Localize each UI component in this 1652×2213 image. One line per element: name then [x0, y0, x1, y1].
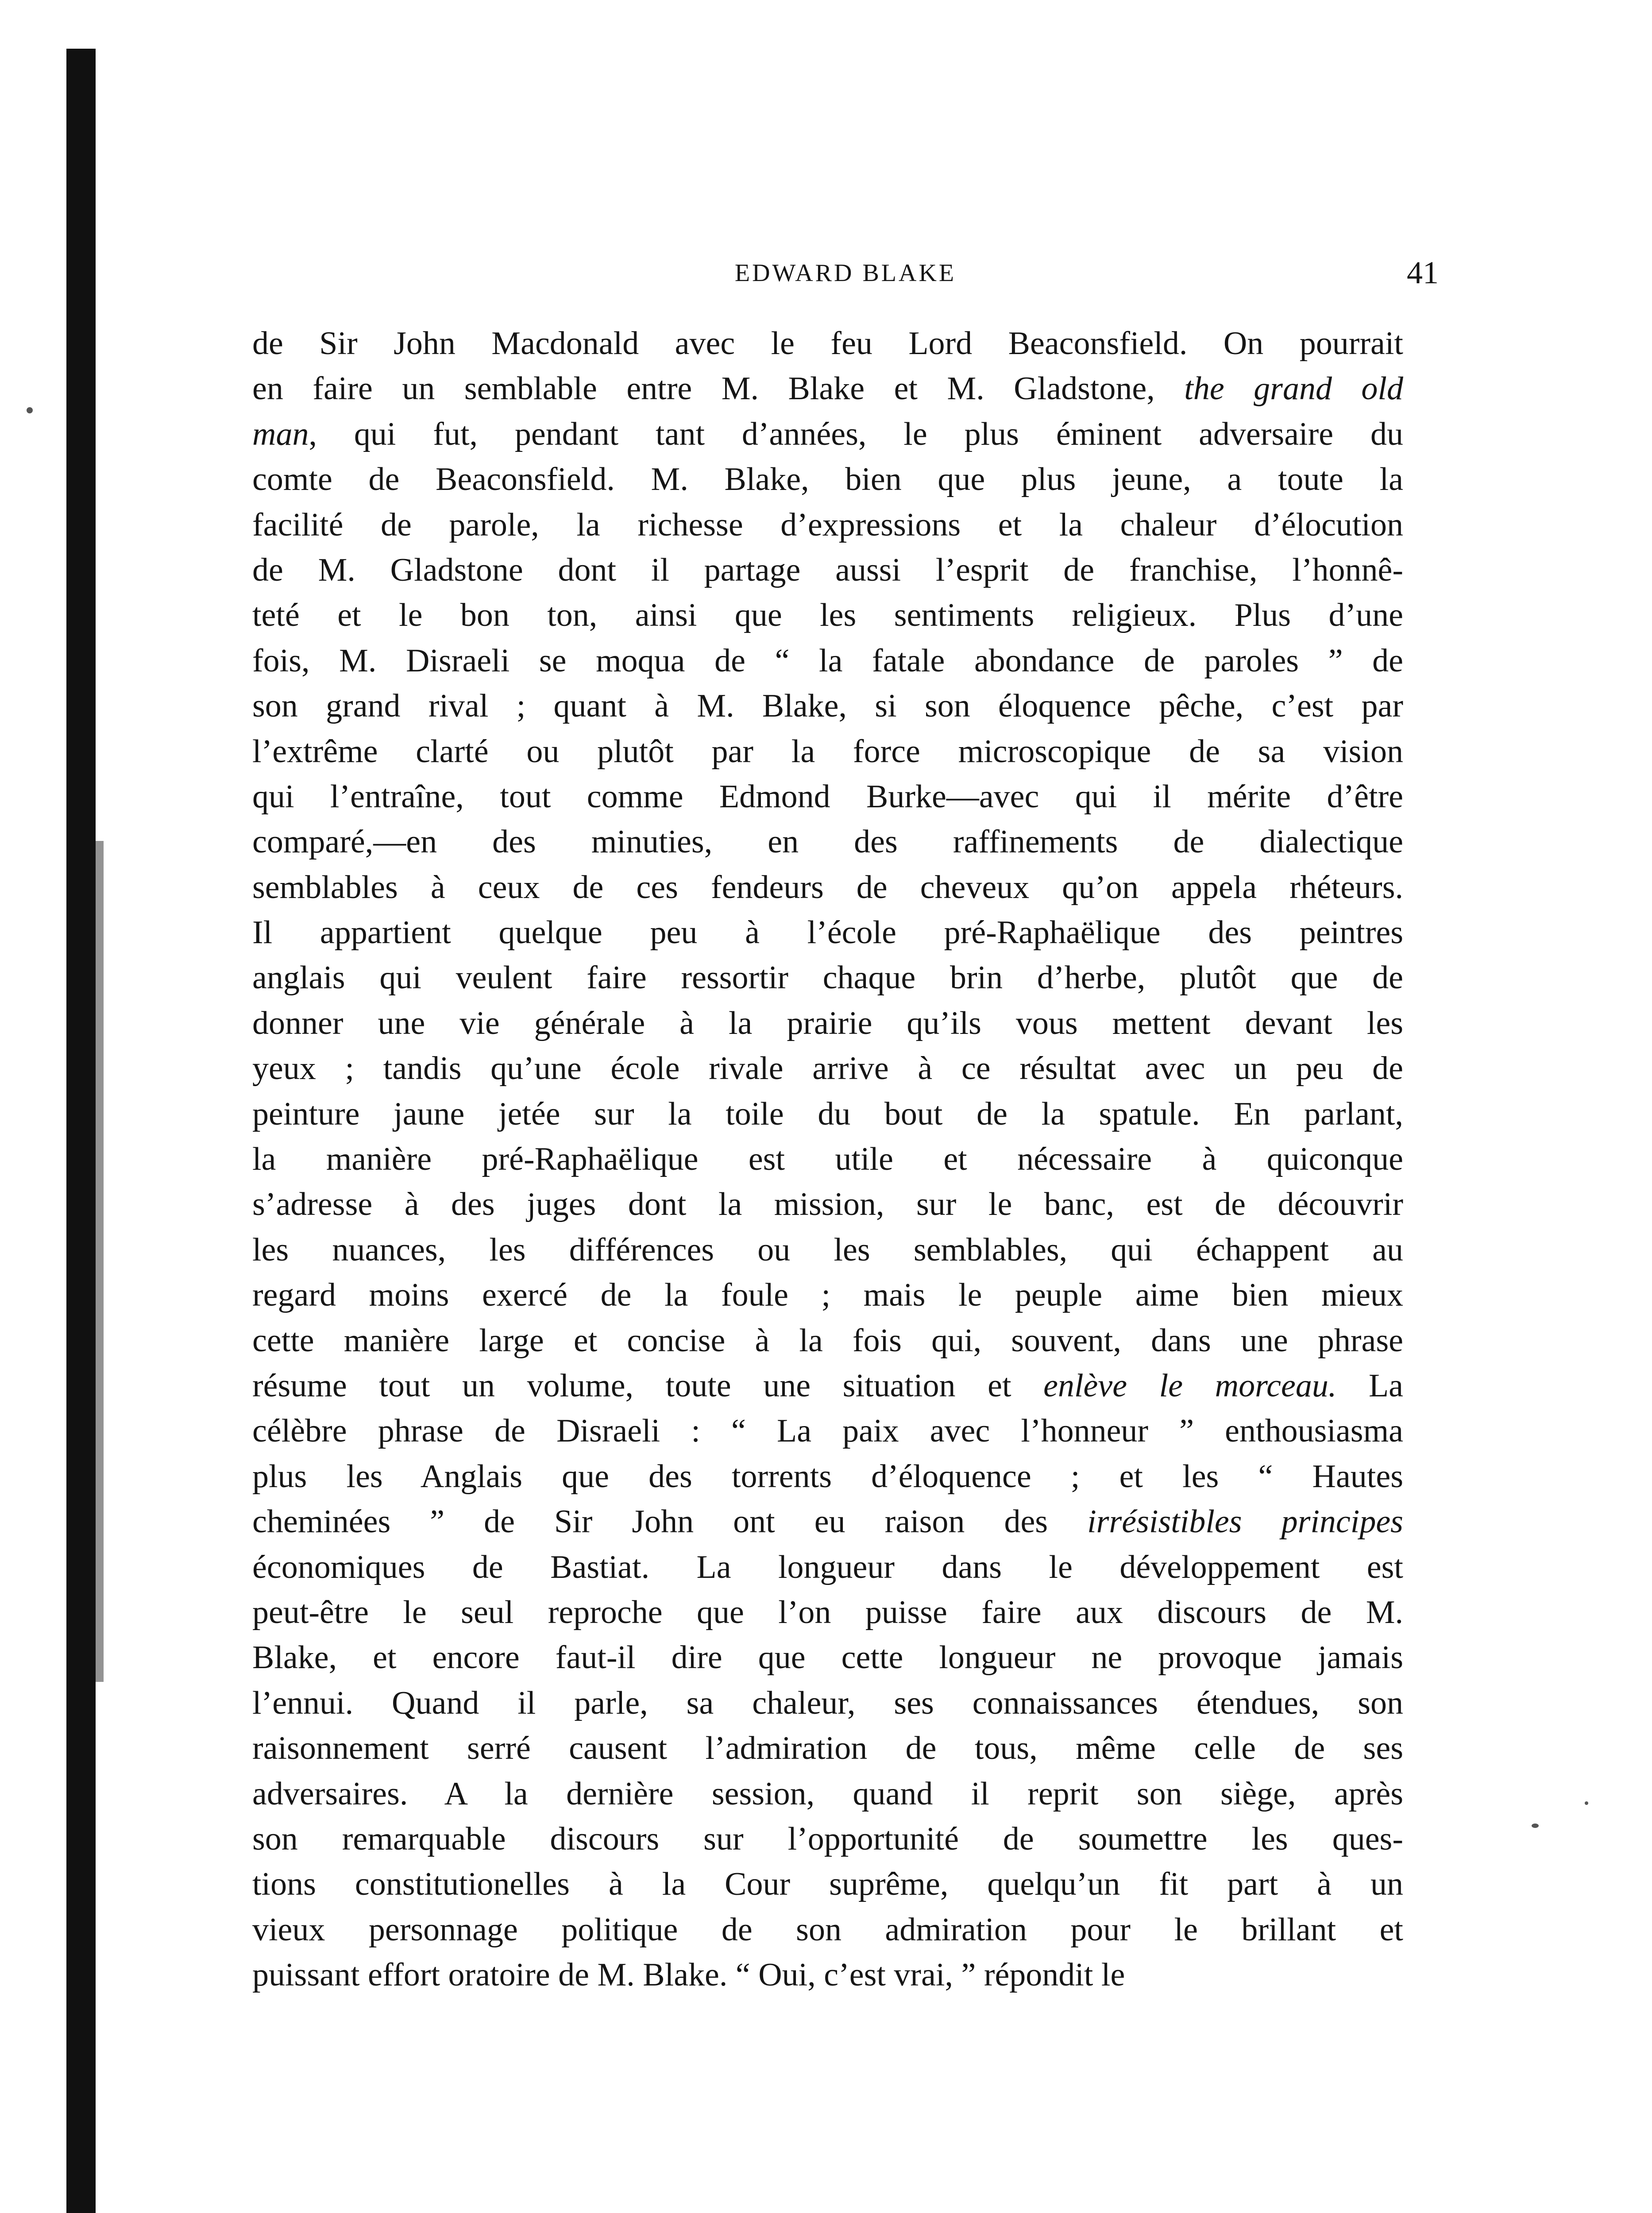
text-segment: semblables à ceux de ces fendeurs de cheveux qu’on appela rhéteurs.: [252, 869, 1403, 906]
text-line: [252, 457, 1403, 502]
text-segment: son grand rival ; quant à M. Blake, si son éloquence pêche, c’est par: [252, 688, 1403, 725]
text-line: [252, 1318, 1403, 1363]
text-segment: de M. Gladstone dont il partage aussi l’esprit de franchise, l’honnê-: [252, 551, 1403, 588]
text-segment: adversaires. A la dernière session, quand il reprit son siège, après: [252, 1775, 1403, 1812]
italic-text: irrésistibles principes: [1087, 1504, 1403, 1540]
text-segment: de Sir John Macdonald avec le feu Lord Beaconsfield. On pourrait: [252, 325, 1403, 362]
text-line: [252, 729, 1403, 774]
text-segment: teté et le bon ton, ainsi que les sentiments religieux. Plus d’une: [252, 597, 1403, 634]
text-line: [252, 593, 1403, 638]
page-header: [252, 254, 1439, 299]
italic-text: the grand old: [1184, 370, 1403, 407]
text-line: [252, 1681, 1403, 1726]
text-segment: plus les Anglais que des torrents d’éloquence ; et les “ Hautes: [252, 1458, 1403, 1495]
text-segment: cette manière large et concise à la fois qui, souvent, dans une phrase: [252, 1322, 1403, 1359]
text-line: [252, 1952, 1403, 1997]
scan-speck: [1585, 1801, 1588, 1805]
text-segment: comte de Beaconsfield. M. Blake, bien que plus jeune, a toute la: [252, 461, 1403, 498]
text-line: [252, 1545, 1403, 1590]
text-segment: facilité de parole, la richesse d’expressions et la chaleur d’élocution: [252, 506, 1403, 543]
scan-speck: [27, 407, 33, 413]
text-line: [252, 1046, 1403, 1091]
text-line: [252, 366, 1403, 411]
text-line: [252, 1726, 1403, 1771]
text-segment: l’ennui. Quand il parle, sa chaleur, ses connaissances étendues, son: [252, 1685, 1403, 1721]
text-line: [252, 1590, 1403, 1635]
text-segment: les nuances, les différences ou les semblables, qui échappent au: [252, 1231, 1403, 1268]
text-line: [252, 1907, 1403, 1952]
text-segment: comparé,—en des minuties, en des raffinements de dialectique: [252, 824, 1403, 860]
text-line: [252, 1091, 1403, 1137]
text-line: [252, 547, 1403, 593]
text-segment: son remarquable discours sur l’opportunité de soumettre les ques-: [252, 1820, 1403, 1857]
text-line: [252, 819, 1403, 864]
text-line: [252, 1272, 1403, 1318]
text-line: [252, 1408, 1403, 1453]
binding-edge: [66, 49, 96, 2213]
text-segment: résume tout un volume, toute une situation et: [252, 1367, 1044, 1404]
scan-speck: [1532, 1824, 1539, 1828]
text-line: [252, 1816, 1403, 1862]
running-head: EDWARD BLAKE: [734, 259, 957, 287]
text-line: [252, 955, 1403, 1000]
text-segment: regard moins exercé de la foule ; mais le peuple aime bien mieux: [252, 1277, 1403, 1314]
text-segment: tions constitutionelles à la Cour suprême, quelqu’un fit part à un: [252, 1866, 1403, 1903]
text-segment: puissant effort oratoire de M. Blake. “ Oui, c’est vrai, ” répondit le: [252, 1957, 1125, 1993]
text-segment: la manière pré-Raphaëlique est utile et nécessaire à quiconque: [252, 1141, 1403, 1178]
text-line: [252, 1771, 1403, 1816]
text-segment: peinture jaune jetée sur la toile du bout de la spatule. En parlant,: [252, 1095, 1403, 1132]
italic-text: enlève le morceau.: [1043, 1367, 1337, 1404]
binding-shadow: [96, 841, 104, 1682]
text-segment: l’extrême clarté ou plutôt par la force microscopique de sa vision: [252, 733, 1403, 770]
text-line: [252, 502, 1403, 547]
text-line: [252, 1454, 1403, 1499]
text-segment: La: [1336, 1367, 1404, 1404]
text-segment: économiques de Bastiat. La longueur dans le développement est: [252, 1549, 1403, 1585]
text-segment: raisonnement serré causent l’admiration de tous, même celle de ses: [252, 1730, 1403, 1767]
text-segment: donner une vie générale à la prairie qu’ils vous mettent devant les: [252, 1005, 1403, 1041]
text-line: [252, 865, 1403, 910]
text-segment: fois, M. Disraeli se moqua de “ la fatale abondance de paroles ” de: [252, 642, 1403, 679]
text-segment: cheminées ” de Sir John ont eu raison des: [252, 1504, 1088, 1540]
body-paragraph: [252, 321, 1403, 1997]
text-line: [252, 1635, 1403, 1680]
italic-text: man: [252, 416, 309, 452]
text-line: [252, 412, 1403, 457]
text-segment: Il appartient quelque peu à l’école pré-Raphaëlique des peintres: [252, 914, 1403, 951]
text-line: [252, 1363, 1403, 1408]
page-number: 41: [1407, 255, 1439, 290]
text-line: [252, 1499, 1403, 1544]
text-segment: en faire un semblable entre M. Blake et M. Gladstone,: [252, 370, 1185, 407]
text-line: [252, 774, 1403, 819]
text-segment: anglais qui veulent faire ressortir chaque brin d’herbe, plutôt que de: [252, 960, 1403, 996]
text-segment: peut-être le seul reproche que l’on puisse faire aux discours de M.: [252, 1594, 1403, 1631]
text-line: [252, 638, 1403, 683]
text-line: [252, 1182, 1403, 1227]
text-line: [252, 321, 1403, 366]
text-line: [252, 1001, 1403, 1046]
text-segment: célèbre phrase de Disraeli : “ La paix avec l’honneur ” enthousiasma: [252, 1413, 1403, 1450]
text-line: [252, 1227, 1403, 1272]
text-line: [252, 1137, 1403, 1182]
text-segment: qui l’entraîne, tout comme Edmond Burke—avec qui il mérite d’être: [252, 778, 1403, 815]
text-line: [252, 910, 1403, 955]
text-segment: Blake, et encore faut-il dire que cette longueur ne provoque jamais: [252, 1639, 1403, 1676]
text-segment: vieux personnage politique de son admiration pour le brillant et: [252, 1911, 1403, 1948]
text-segment: , qui fut, pendant tant d’années, le plus éminent adversaire du: [309, 416, 1403, 452]
text-segment: yeux ; tandis qu’une école rivale arrive à ce résultat avec un peu de: [252, 1050, 1403, 1087]
text-line: [252, 1862, 1403, 1907]
text-segment: s’adresse à des juges dont la mission, sur le banc, est de découvrir: [252, 1186, 1403, 1223]
text-line: [252, 683, 1403, 729]
